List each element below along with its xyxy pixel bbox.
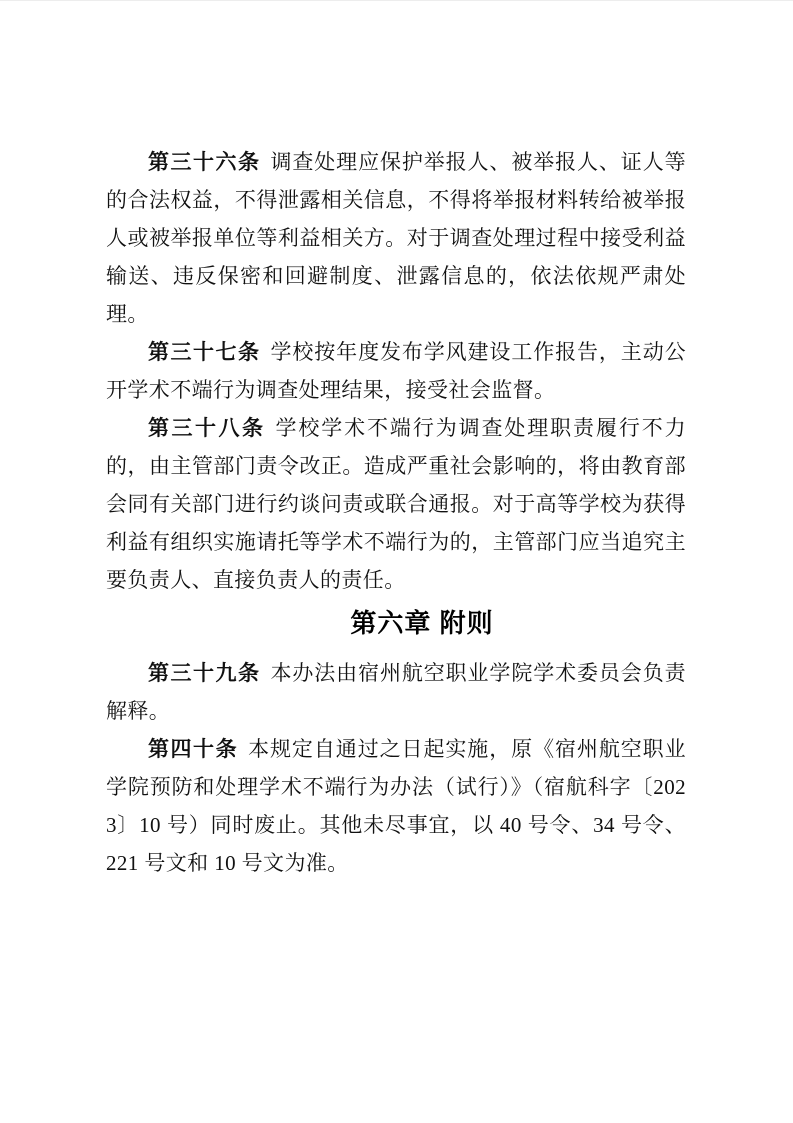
- article-37-number: 第三十七条: [148, 340, 261, 364]
- article-38-paragraph: [106, 409, 686, 599]
- article-38-text: 学校学术不端行为调查处理职责履行不力的，由主管部门责令改正。造成严重社会影响的，将由教育部会同有关部门进行约谈问责或联合通报。对于高等学校为获得利益有组织实施请托等学术不端行为的，主管部门应当追究主要负责人、直接负责人的责任。: [106, 416, 687, 592]
- article-39-paragraph: [106, 654, 686, 730]
- chapter-heading: 第六章 附则: [350, 608, 494, 638]
- article-36-paragraph: [106, 143, 686, 333]
- document-content: [106, 143, 686, 882]
- article-39-number: 第三十九条: [148, 661, 261, 685]
- article-37-text: 学校按年度发布学风建设工作报告，主动公开学术不端行为调查处理结果，接受社会监督。: [106, 340, 686, 402]
- article-37-paragraph: [106, 333, 686, 409]
- article-40-number: 第四十条: [148, 737, 239, 761]
- article-39-text: 本办法由宿州航空职业学院学术委员会负责解释。: [106, 661, 686, 723]
- article-38-number: 第三十八条: [148, 416, 266, 440]
- article-36-text: 调查处理应保护举报人、被举报人、证人等的合法权益，不得泄露相关信息，不得将举报材料转给被举报人或被举报单位等利益相关方。对于调查处理过程中接受利益输送、违反保密和回避制度、泄露信息的，依法依规严肃处理。: [106, 150, 686, 326]
- article-40-paragraph: [106, 730, 686, 882]
- article-40-text: 本规定自通过之日起实施，原《宿州航空职业学院预防和处理学术不端行为办法（试行）》（宿航科字〔2023〕10 号）同时废止。其他未尽事宜，以 40 号令、34 号令、221 号文和 10 号文为准。: [106, 737, 687, 875]
- article-36-number: 第三十六条: [148, 150, 261, 174]
